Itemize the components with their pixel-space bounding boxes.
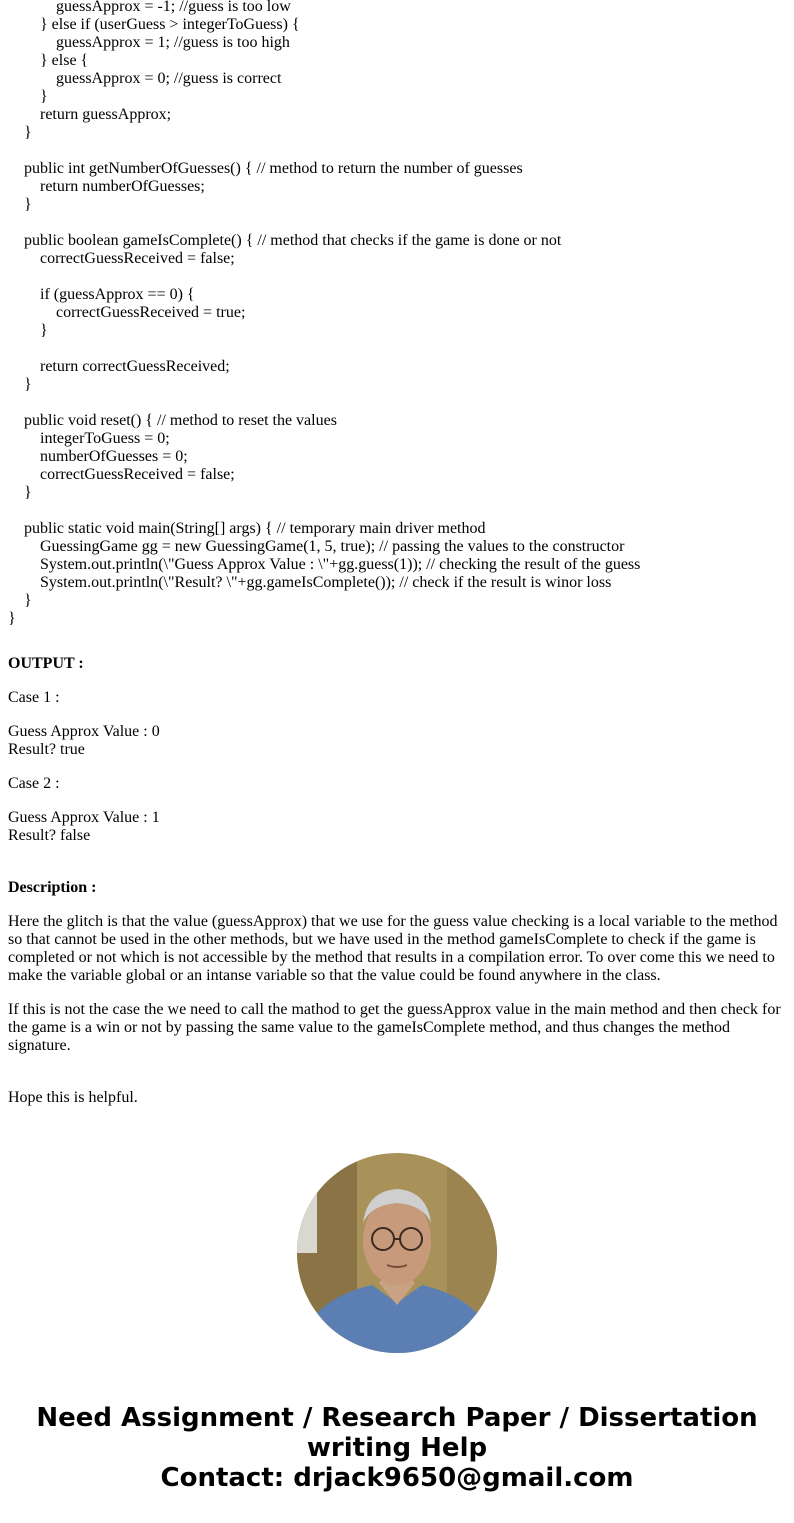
author-photo-image — [297, 1153, 497, 1353]
promo-contact: Contact: drjack9650@gmail.com — [160, 1463, 634, 1493]
description-paragraph-1: Here the glitch is that the value (guessApprox) that we use for the guess value checking is a local variable to the method so that cannot be used in the other methods, but we have used in the method gameIsComplete to check if the game is completed or not which is not accessible by the method that results in a compilation error. To over come this we need to make the variable global or an intanse variable so that the value could be found anywhere in the class. — [8, 913, 778, 984]
code-line: } — [8, 610, 16, 627]
code-line — [8, 214, 788, 232]
code-line: public int getNumberOfGuesses() { // method to return the number of guesses — [24, 160, 523, 177]
code-line — [8, 394, 788, 412]
code-line: } — [24, 196, 32, 213]
code-line: return guessApprox; — [40, 106, 172, 123]
code-line: } — [24, 376, 32, 393]
code-line: return correctGuessReceived; — [40, 358, 230, 375]
case-1-guess-value: Guess Approx Value : 0 — [8, 723, 160, 740]
author-photo — [297, 1153, 497, 1353]
code-line — [8, 502, 788, 520]
code-line: } — [40, 322, 48, 339]
code-line: } else { — [40, 52, 89, 69]
code-line: System.out.println(\"Result? \"+gg.gameIsComplete()); // check if the result is winor loss — [40, 574, 612, 591]
description-paragraph-2: If this is not the case the we need to call the mathod to get the guessApprox value in the main method and then check for the game is a win or not by passing the same value to the gameIsComplete method, and thus changes the method signature. — [8, 1001, 781, 1054]
code-line: guessApprox = 0; //guess is correct — [56, 70, 282, 87]
case-1-label: Case 1 : — [8, 689, 60, 706]
code-block — [8, 0, 788, 628]
code-line: } — [40, 88, 48, 105]
code-line: public boolean gameIsComplete() { // method that checks if the game is done or not — [24, 232, 562, 249]
code-line: correctGuessReceived = false; — [40, 250, 235, 267]
case-2-guess-value: Guess Approx Value : 1 — [8, 809, 160, 826]
code-line: correctGuessReceived = false; — [40, 466, 235, 483]
code-line — [8, 268, 788, 286]
code-line: integerToGuess = 0; — [40, 430, 170, 447]
code-line: if (guessApprox == 0) { — [40, 286, 195, 303]
description-heading: Description : — [8, 879, 97, 896]
code-line: public void reset() { // method to reset the values — [24, 412, 337, 429]
case-1-result: Result? true — [8, 741, 85, 758]
closing-text: Hope this is helpful. — [8, 1089, 138, 1106]
code-line: guessApprox = 1; //guess is too high — [56, 34, 290, 51]
code-line: GuessingGame gg = new GuessingGame(1, 5, true); // passing the values to the constructor — [40, 538, 625, 555]
case-2-label: Case 2 : — [8, 775, 60, 792]
code-line: correctGuessReceived = true; — [56, 304, 246, 321]
output-heading: OUTPUT : — [8, 655, 84, 672]
code-line: } — [24, 124, 32, 141]
code-line: } else if (userGuess > integerToGuess) { — [40, 16, 300, 33]
code-line — [8, 340, 788, 358]
code-line: guessApprox = -1; //guess is too low — [56, 0, 291, 15]
promo-banner — [0, 1403, 794, 1493]
code-line: public static void main(String[] args) { // temporary main driver method — [24, 520, 486, 537]
promo-line-2: writing Help — [306, 1433, 488, 1463]
code-line — [8, 142, 788, 160]
code-line: System.out.println(\"Guess Approx Value : \"+gg.guess(1)); // checking the result of the guess — [40, 556, 641, 573]
promo-line-1: Need Assignment / Research Paper / Dissertation — [36, 1403, 758, 1433]
code-line: } — [24, 484, 32, 501]
code-line: numberOfGuesses = 0; — [40, 448, 188, 465]
case-2-result: Result? false — [8, 827, 91, 844]
code-line: return numberOfGuesses; — [40, 178, 205, 195]
code-line: } — [24, 592, 32, 609]
